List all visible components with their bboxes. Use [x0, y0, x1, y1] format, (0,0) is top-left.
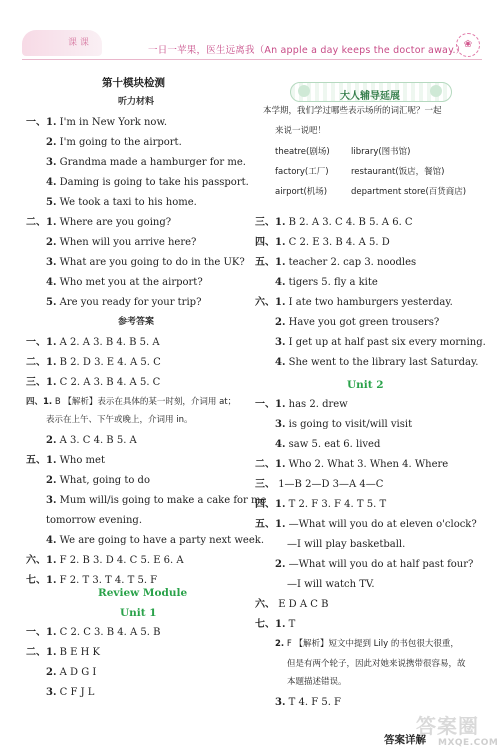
list-item: 2. A D G I: [46, 667, 97, 678]
list-item: —I will watch TV.: [287, 579, 375, 590]
adult-guide-badge: [290, 80, 450, 102]
list-item: 二、1. B E H K: [26, 647, 101, 658]
module-title: 第十模块检测: [102, 77, 165, 89]
list-item: 4. saw 5. eat 6. lived: [275, 439, 381, 450]
list-item: 一、1. I'm in New York now.: [26, 117, 168, 128]
list-item: 3. C F J L: [46, 687, 95, 698]
watermark-logo: 答案圈 MXQE.COM: [416, 714, 499, 748]
list-item: 4. Daming is going to take his passport.: [46, 177, 249, 188]
list-item: 2. F 【解析】短文中提到 Lily 的书包很大很重，: [275, 639, 459, 649]
list-item: 六、1. F 2. B 3. D 4. C 5. E 6. A: [26, 555, 184, 566]
list-item: 2. —What will you do at half past four?: [275, 559, 474, 570]
intro-line: 来说一说吧！: [275, 126, 327, 136]
place-word: department store(百货商店): [351, 187, 467, 197]
list-item: 4. tigers 5. fly a kite: [275, 277, 378, 288]
list-item: 4. We are going to have a party next week.: [46, 535, 265, 546]
list-item: 3. is going to visit/will visit: [275, 419, 413, 430]
review-module-title: Review Module: [98, 587, 188, 599]
header-divider: [22, 59, 482, 60]
list-item: 四、1. B 【解析】表示在具体的某一时刻，介词用 at；: [26, 397, 237, 407]
list-item: 3. Grandma made a hamburger for me.: [46, 157, 246, 168]
list-item: 3. T 4. F 5. F: [275, 697, 341, 708]
list-item: 3. Mum will/is going to make a cake for me: [46, 495, 267, 506]
listening-title: 听力材料: [118, 97, 155, 107]
list-item: 三、1. B 2. A 3. C 4. B 5. A 6. C: [255, 217, 413, 228]
place-word: restaurant(饭店，餐馆): [351, 167, 445, 177]
flower-icon: ❀: [456, 33, 480, 57]
list-item: 六、 E D A C B: [255, 599, 329, 610]
list-item: 2. I'm going to the airport.: [46, 137, 182, 148]
unit1-title: Unit 1: [120, 607, 157, 619]
list-item: 2. Have you got green trousers?: [275, 317, 440, 328]
list-item: 五、1. teacher 2. cap 3. noodles: [255, 257, 417, 268]
list-item: 五、1. —What will you do at eleven o'clock?: [255, 519, 477, 530]
badge-label: 大人辅导延展: [340, 91, 400, 102]
list-item: 表示在上午、下午或晚上，介词用 in。: [46, 415, 193, 425]
place-word: factory(工厂): [275, 167, 329, 177]
place-word: theatre(剧场): [275, 147, 330, 157]
list-item: 但是有两个轮子，因此对她来说携带很容易，故: [287, 659, 466, 669]
list-item: 3. I get up at half past six every morning.: [275, 337, 486, 348]
header-deco-text: 课 课: [68, 38, 89, 48]
list-item: 二、1. Where are you going?: [26, 217, 172, 228]
list-item: 四、1. C 2. E 3. B 4. A 5. D: [255, 237, 390, 248]
intro-line: 本学期，我们学过哪些表示场所的词汇呢？一起: [263, 106, 442, 116]
list-item: 六、1. I ate two hamburgers yesterday.: [255, 297, 453, 308]
list-item: 二、1. B 2. D 3. E 4. A 5. C: [26, 357, 161, 368]
list-item: 本题描述错误。: [287, 677, 347, 687]
list-item: 二、1. Who 2. What 3. When 4. Where: [255, 459, 449, 470]
unit2-title: Unit 2: [347, 379, 384, 391]
list-item: 三、 1—B 2—D 3—A 4—C: [255, 479, 384, 490]
list-item: —I will play basketball.: [287, 539, 406, 550]
header-motto: 一日一苹果，医生远离我（An apple a day keeps the doctor away.）: [148, 45, 466, 56]
list-item: 2. A 3. C 4. B 5. A: [46, 435, 137, 446]
list-item: 5. Are you ready for your trip?: [46, 297, 202, 308]
list-item: 七、1. T: [255, 619, 296, 630]
place-word: airport(机场): [275, 187, 328, 197]
list-item: 4. She went to the library last Saturday.: [275, 357, 479, 368]
page-header: [0, 0, 500, 62]
header-decoration: [22, 30, 102, 56]
list-item: 七、1. F 2. T 3. T 4. T 5. F: [26, 575, 158, 586]
list-item: 2. What, going to do: [46, 475, 150, 486]
list-item: 3. What are you going to do in the UK?: [46, 257, 245, 268]
list-item: 一、1. A 2. A 3. B 4. B 5. A: [26, 337, 160, 348]
answers-title: 参考答案: [118, 317, 155, 327]
answer-detail-label: 答案详解: [384, 734, 426, 746]
list-item: 2. When will you arrive here?: [46, 237, 197, 248]
list-item: 5. We took a taxi to his home.: [46, 197, 197, 208]
place-word: library(图书馆): [351, 147, 411, 157]
list-item: 三、1. C 2. A 3. B 4. A 5. C: [26, 377, 161, 388]
list-item: 4. Who met you at the airport?: [46, 277, 203, 288]
list-item: 一、1. C 2. C 3. B 4. A 5. B: [26, 627, 161, 638]
list-item: tomorrow evening.: [46, 515, 143, 526]
list-item: 五、1. Who met: [26, 455, 105, 466]
list-item: 一、1. has 2. drew: [255, 399, 348, 410]
list-item: 四、1. T 2. F 3. F 4. T 5. T: [255, 499, 387, 510]
